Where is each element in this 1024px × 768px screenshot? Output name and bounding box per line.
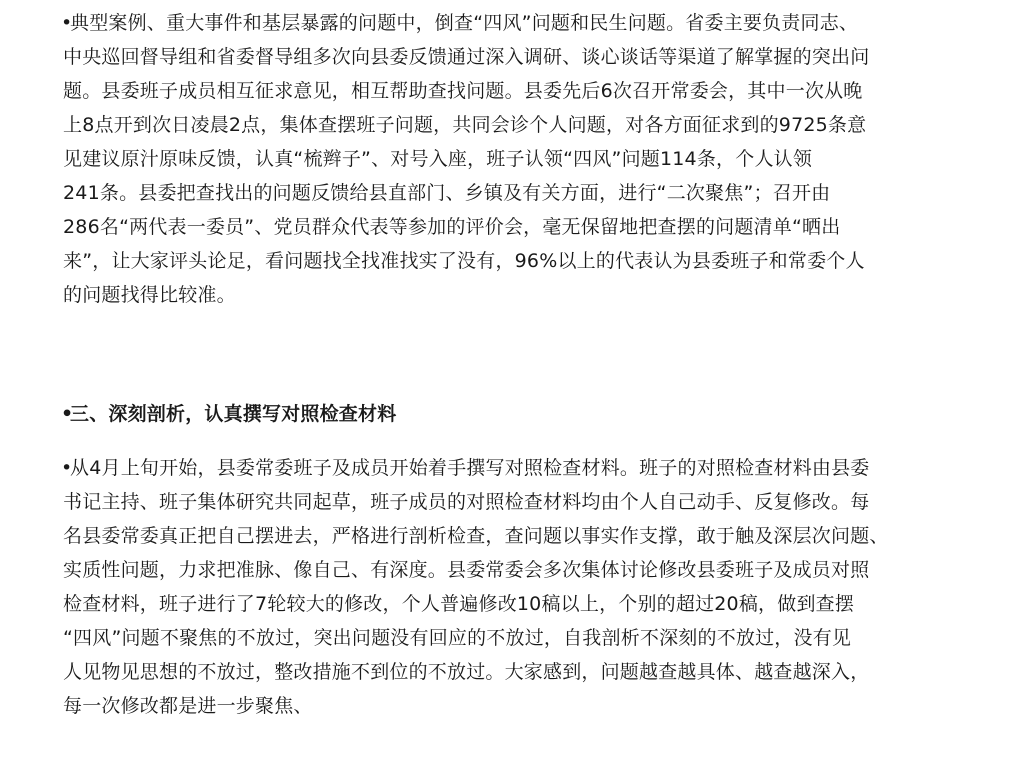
section-heading xyxy=(63,397,983,431)
bullet-icon: • xyxy=(61,457,73,479)
text-line: 286名“两代表一委员”、党员群众代表等参加的评价会，毫无保留地把查摆的问题清单“晒出 xyxy=(63,216,841,238)
text-line: 实质性问题，力求把准脉、像自己、有深度。县委常委会多次集体讨论修改县委班子及成员对照 xyxy=(63,559,870,581)
text-line: 中央巡回督导组和省委督导组多次向县委反馈通过深入调研、谈心谈话等渠道了解掌握的突出问 xyxy=(63,46,870,68)
text-line: 上8点开到次日凌晨2点，集体查摆班子问题，共同会诊个人问题，对各方面征求到的9725条意 xyxy=(63,114,867,136)
text-line: 名县委常委真正把自己摆进去，严格进行剖析检查，查问题以事实作支撑，敢于触及深层次问题、 xyxy=(63,525,889,547)
text-line: 检查材料，班子进行了7轮较大的修改，个人普遍修改10稿以上，个别的超过20稿，做到查摆 xyxy=(63,593,855,615)
text-line: 每一次修改都是进一步聚焦、 xyxy=(63,695,313,717)
text-line: 241条。县委把查找出的问题反馈给县直部门、乡镇及有关方面，进行“二次聚焦”；召开由 xyxy=(63,182,831,204)
heading-line: •三、深刻剖析，认真撰写对照检查材料 xyxy=(63,397,983,431)
text-line: 题。县委班子成员相互征求意见，相互帮助查找问题。县委先后6次召开常委会，其中一次从晚 xyxy=(63,80,863,102)
text-line: 见建议原汁原味反馈，认真“梳辫子”、对号入座，班子认领“四风”问题114条，个人认领 xyxy=(63,148,813,170)
text-line: 人见物见思想的不放过，整改措施不到位的不放过。大家感到，问题越查越具体、越查越深入， xyxy=(63,661,870,683)
paragraph-typical-cases xyxy=(63,6,983,312)
text-line: 书记主持、班子集体研究共同起草，班子成员的对照检查材料均由个人自己动手、反复修改。每 xyxy=(63,491,870,513)
text-line: 来”，让大家评头论足，看问题找全找准找实了没有，96%以上的代表认为县委班子和常委个人 xyxy=(63,250,865,272)
paragraph-self-examination xyxy=(63,451,983,723)
text-line: •从4月上旬开始，县委常委班子及成员开始着手撰写对照检查材料。班子的对照检查材料由县委 xyxy=(63,451,983,485)
text-line: “四风”问题不聚焦的不放过，突出问题没有回应的不放过，自我剖析不深刻的不放过，没有见 xyxy=(63,627,852,649)
bullet-icon: • xyxy=(61,12,73,34)
text-line: •典型案例、重大事件和基层暴露的问题中，倒查“四风”问题和民生问题。省委主要负责同志、 xyxy=(63,6,983,40)
bullet-icon: • xyxy=(61,403,74,425)
text-line: 的问题找得比较准。 xyxy=(63,284,236,306)
